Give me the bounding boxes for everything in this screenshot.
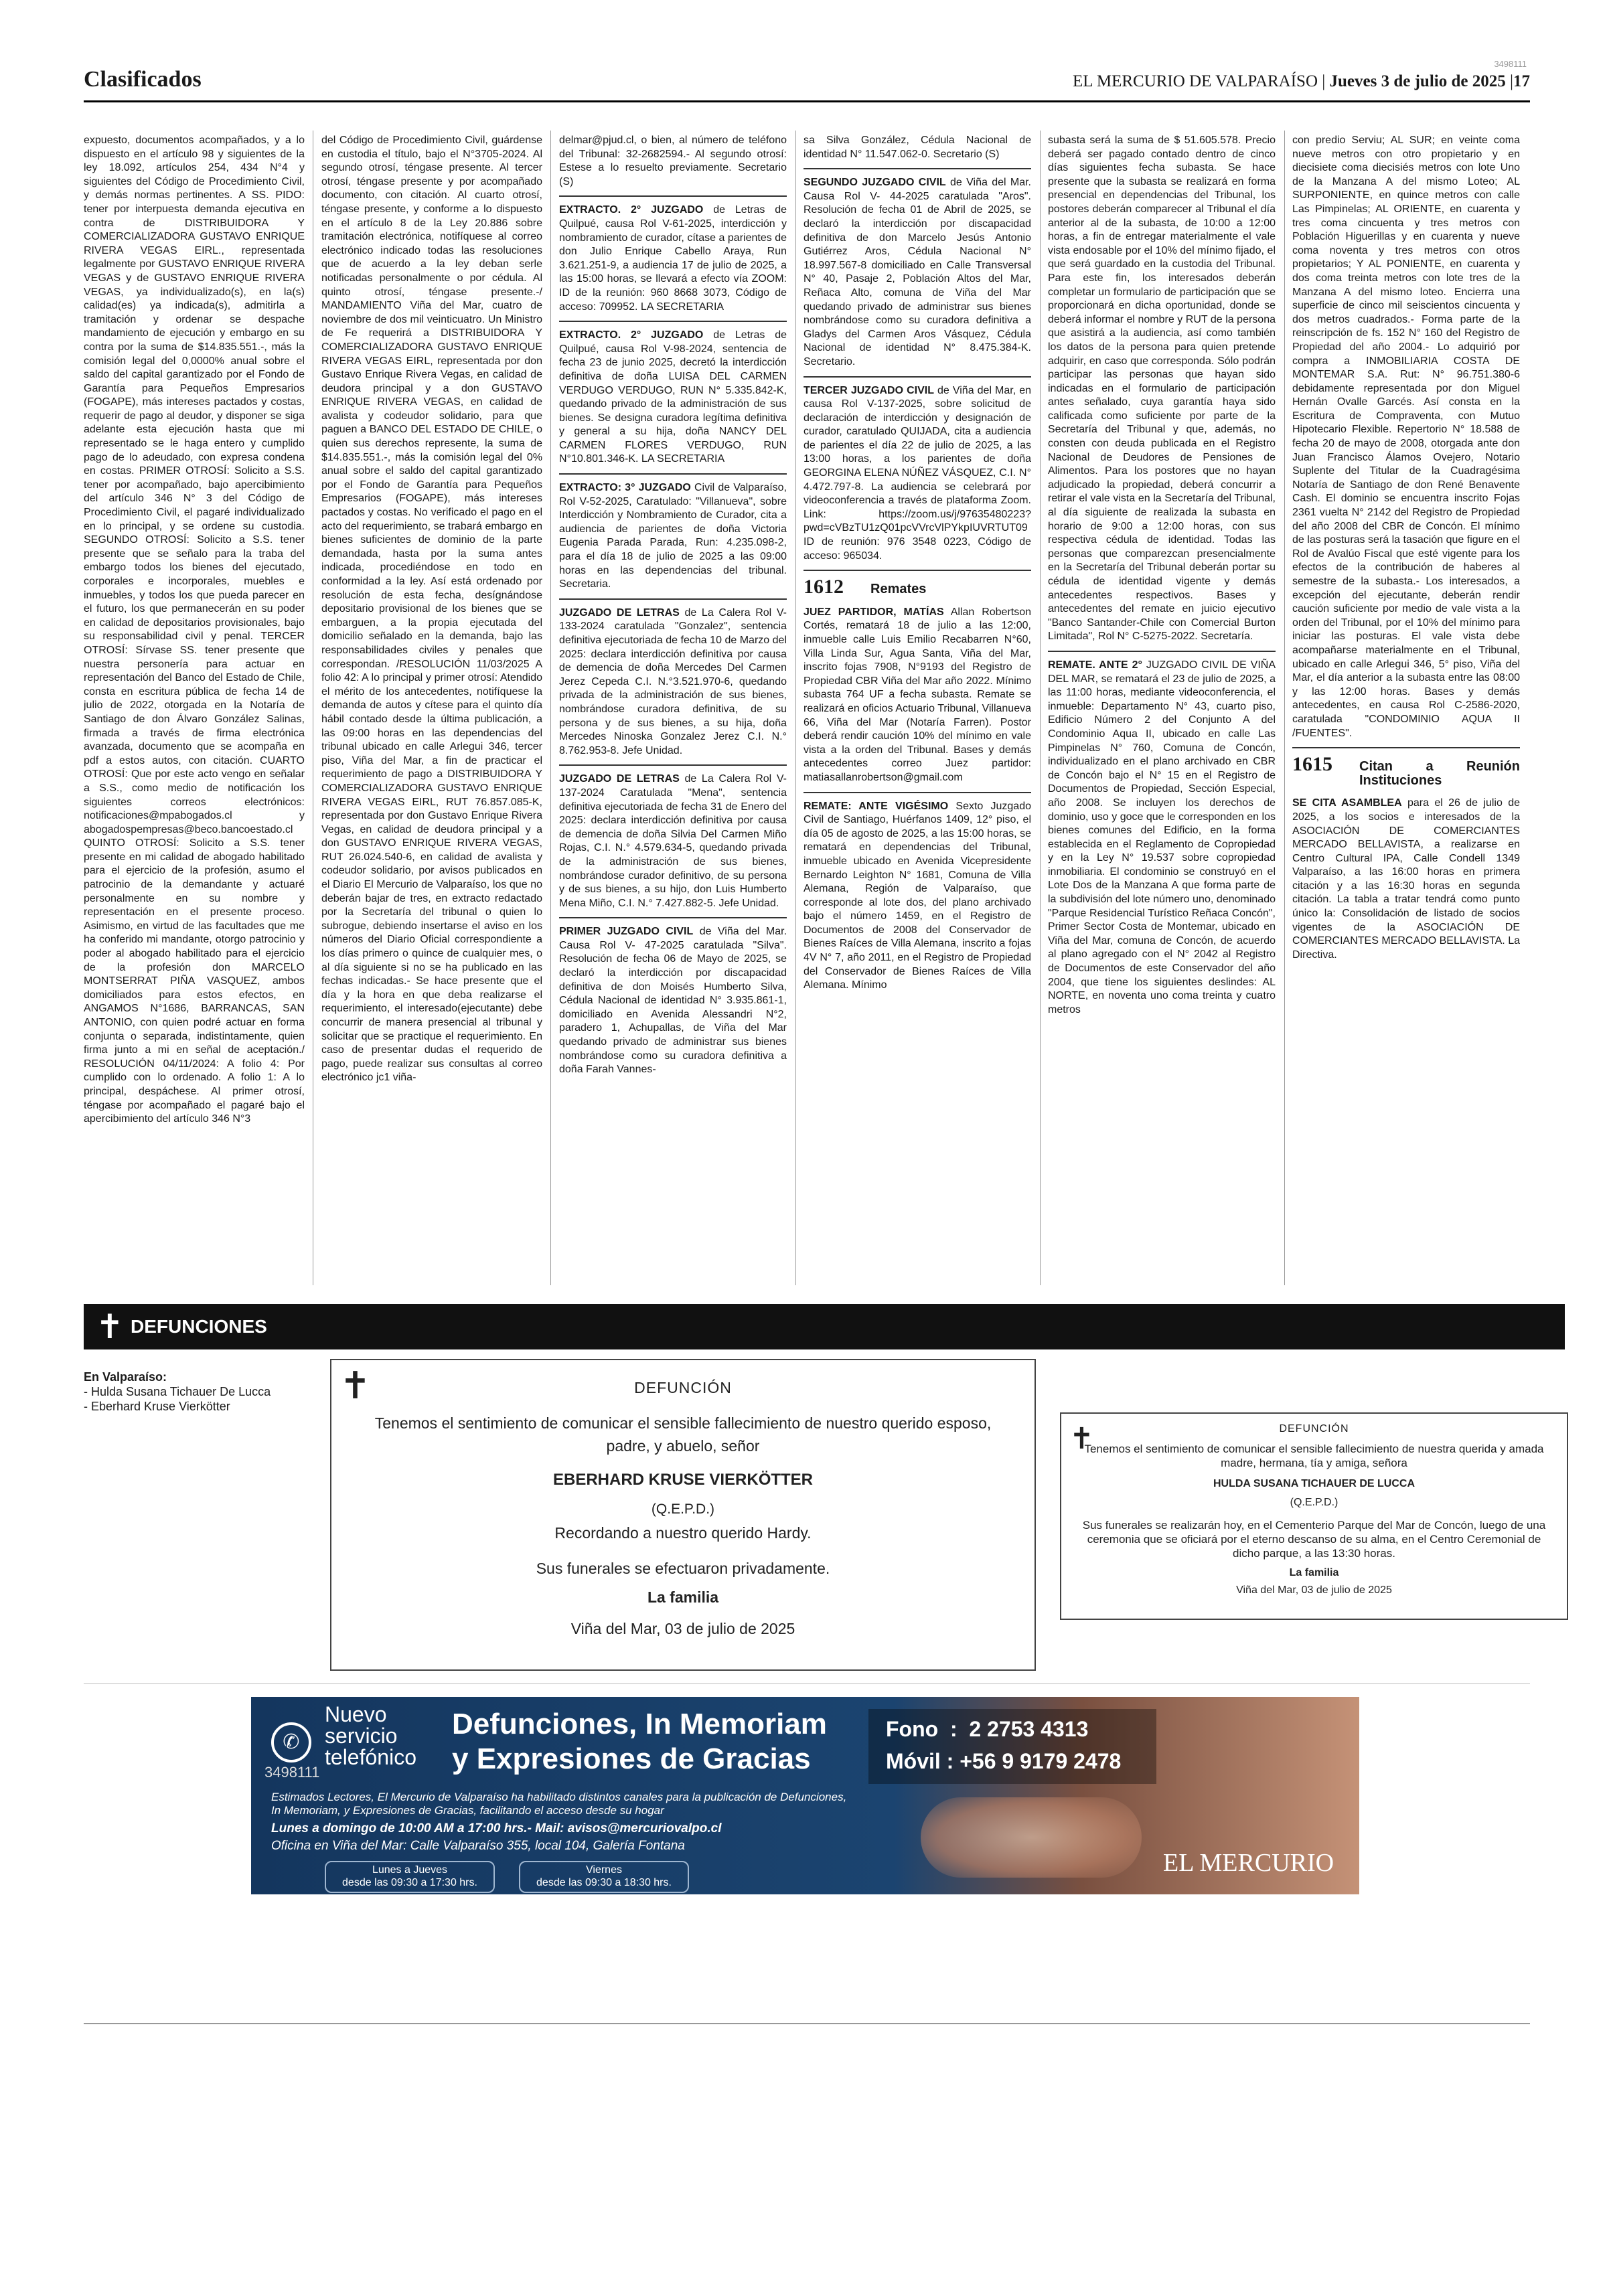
pill-days: Lunes a Jueves xyxy=(372,1864,448,1876)
section-title: Clasificados xyxy=(84,67,202,92)
column-divider xyxy=(1284,131,1285,1285)
column-5 xyxy=(1048,134,1276,1282)
death-notice-tichauer xyxy=(1060,1412,1568,1620)
death-notice-kruse xyxy=(330,1359,1036,1671)
classified-notice xyxy=(559,481,787,592)
notice-body: subasta será la suma de $ 51.605.578. Precio deberá ser pagado contado dentro de cinco días siguientes fecha subasta. Se hace presente que la subasta se realizará en forma presencial en dependencias del Tribunal, los postores deberán comparecer al Tribunal el día anterior al de la subasta, de 10:00 a 12:00 horas, a fin de entregar materialmente el vale vista endosable por el 10% del mínimo fijado, el que será guardado en la custodia del Tribunal. Para este fin, los interesados deberán completar un formulario de participación que se proporcionará en dicha oportunidad, donde se deberá informar el nombre y RUT de la persona que asistirá a la audiencia, así como también los datos de la persona para quien pretende adquirir, en caso que corresponda. Sólo podrán participar las personas que hayan sido indicadas en el formulario de participación antes señalado, cuya garantía haya sido calificada como suficiente por parte de la Secretaría del Tribunal y que, además, no consten con deuda publicada en el Registro Nacional de Deudores de Pensiones de Alimentos. Para los postores que no hayan adjudicado la propiedad, deberá concurrir a retirar el vale vista en la Secretaría del Tribunal, al día siguiente de realizada la subasta en horario de 9:00 a 12:00 horas, con sus respectiva cédula de identidad. Todas las personas que comparezcan presencialmente en la Secretaría del Tribunal deberán portar su cédula de identidad vigente y demás antecedentes respectivos. Bases y antecedentes del remate en juicio ejecutivo "Banco Santander-Chile con Comercial Burton Limitada", Rol N° C-5275-2022. Secretaría. xyxy=(1048,135,1276,643)
defunciones-service-banner xyxy=(251,1697,1359,1894)
family-signature: La familia xyxy=(647,1588,719,1606)
notice-body: de Viña del Mar. Causa Rol V- 44-2025 caratulada "Aros". Resolución de fecha 01 de Abril de 2025, se declaró la interdicción por discapacidad definitiva de don Marcelo Jesús Antonio Gutiérrez Aros, Cédula Nacional N° 18.997.567-8 domiciliado en Calle Transversal N° 40, Pasaje 2, Población Altos del Mar, Reñaca Alto, comuna de Viña del Mar quedando privado de administrar sus bienes nombrándose como su curadora definitiva a Gladys del Carmen Aros Vásquez, Cédula Nacional de identidad N° 8.475.384-K. Secretario. xyxy=(804,177,1031,367)
section-header xyxy=(1292,753,1520,788)
notice-heading: SE CITA ASAMBLEA xyxy=(1292,797,1402,809)
newspaper-name: EL MERCURIO DE VALPARAÍSO xyxy=(1072,72,1318,90)
section-rule xyxy=(1292,747,1520,748)
section-number: 1615 xyxy=(1292,753,1332,776)
column-3 xyxy=(559,134,787,1282)
pill-hours: desde las 09:30 a 17:30 hrs. xyxy=(342,1877,477,1888)
banner-new-service: Nuevo servicio telefónico xyxy=(325,1702,416,1769)
notice-text: Tenemos el sentimiento de comunicar el sensible fallecimiento de nuestro querido esposo, padre, y abuelo, señor xyxy=(374,1414,992,1455)
notice-body: de Letras de Quilpué, causa Rol V-98-2024, sentencia de fecha 23 de junio 2025, decretó la interdicción definitiva de doña LUISA DEL CARMEN VERDUGO VERDUGO, RUN N° 5.335.842-K, quedando privado de la administración de sus bienes. Se designa curadora legítima definitiva y general a su hija, doña NANCY DEL CARMEN FLORES VERDUGO, RUN N°10.801.346-K. LA SECRETARIA xyxy=(559,329,787,465)
notice-heading: TERCER JUZGADO CIVIL xyxy=(804,384,934,396)
notice-body: sa Silva González, Cédula Nacional de identidad N° 11.547.062-0. Secretario (S) xyxy=(804,135,1031,160)
remembrance: Recordando a nuestro querido Hardy. xyxy=(554,1524,812,1542)
classified-notice xyxy=(559,134,787,189)
classified-notice xyxy=(559,329,787,467)
classified-notice xyxy=(804,606,1031,785)
notice-title: DEFUNCIÓN xyxy=(1279,1423,1349,1434)
mobile-number: Móvil : +56 9 9179 2478 xyxy=(886,1749,1122,1773)
classified-notice xyxy=(1292,797,1520,962)
banner-title-line2: y Expresiones de Gracias xyxy=(452,1742,811,1775)
header-rule xyxy=(84,100,1530,102)
notice-rule xyxy=(559,598,787,600)
qepd: (Q.E.P.D.) xyxy=(651,1501,715,1517)
notice-heading: EXTRACTO. 2° JUZGADO xyxy=(559,204,704,216)
notice-heading: PRIMER JUZGADO CIVIL xyxy=(559,926,694,938)
notice-heading: JUEZ PARTIDOR, MATÍAS xyxy=(804,606,944,618)
banner-office: Oficina en Viña del Mar: Calle Valparaíso 355, local 104, Galería Fontana xyxy=(271,1839,685,1853)
notice-rule xyxy=(559,321,787,322)
notice-rule xyxy=(1048,651,1276,652)
section-label: Remates xyxy=(870,582,927,597)
classified-notice xyxy=(1292,134,1520,740)
notice-rule xyxy=(804,168,1031,169)
notice-heading: SEGUNDO JUZGADO CIVIL xyxy=(804,177,946,189)
defunciones-bar xyxy=(84,1304,1565,1349)
notice-body: de Letras de Quilpué, causa Rol V-61-2025, interdicción y nombramiento de curador, cítase a parientes de don Julio Enrique Cabello Araya, Run 3.621.251-9, a audiencia 17 de julio de 2025, a las 15:00 horas, se llevará a efecto vía ZOOM: ID de la reunión: 960 8668 3073, Código de acceso: 709952. LA SECRETARIA xyxy=(559,204,787,313)
classified-notice xyxy=(804,134,1031,161)
notice-heading: REMATE: ANTE VIGÉSIMO xyxy=(804,800,949,812)
pill-days: Viernes xyxy=(586,1864,622,1876)
banner-code: 3498111 xyxy=(264,1764,320,1781)
classified-notice xyxy=(804,384,1031,564)
column-divider xyxy=(1040,131,1041,1285)
section-label: Citan a Reunión Instituciones xyxy=(1359,759,1520,788)
notice-body: de La Calera Rol V-137-2024 Caratulada "Mena", sentencia definitiva ejecutoriada de fecha 31 de Enero del 2025: declara interdicción definitiva por causa de demencia de doña Silvia Del Carmen Miño Rojas, C.I. N.° 4.579.634-5, quedando privada de la administración de sus bienes, nombrándose curador definitivo, de su persona y de sus bienes, a su hijo, don Luis Humberto Mena Miño, C.I. N.° 7.427.882-5. Jefe Unidad. xyxy=(559,773,787,909)
notice-text: Tenemos el sentimiento de comunicar el sensible fallecimiento de nuestra querida y amada madre, hermana, tía y amiga, señora xyxy=(1084,1443,1544,1469)
banner-title-line1: Defunciones, In Memoriam xyxy=(452,1708,827,1740)
page-number: 17 xyxy=(1513,72,1530,90)
classified-notice xyxy=(804,176,1031,369)
masthead: EL MERCURIO DE VALPARAÍSO | Jueves 3 de julio de 2025 |17 xyxy=(1072,72,1530,90)
section-number: 1612 xyxy=(804,576,844,598)
classified-notice xyxy=(559,606,787,758)
section-rule xyxy=(804,570,1031,571)
notice-rule xyxy=(559,195,787,197)
cross-icon: ✝ xyxy=(96,1308,124,1345)
cross-icon: ✝ xyxy=(339,1364,371,1406)
notice-rule xyxy=(559,917,787,918)
notice-body: delmar@pjud.cl, o bien, al número de teléfono del Tribunal: 32-2682594.- Al segundo otrosí: Estese a lo resuelto previamente. Secretario (S) xyxy=(559,135,787,187)
family-signature: La familia xyxy=(1289,1567,1339,1578)
notice-body: JUZGADO CIVIL DE VIÑA DEL MAR, se rematará el 23 de julio de 2025, a las 11:00 horas, mediante videoconferencia, el inmueble: Departamento N° 43, cuarto piso, Edificio Número 2 del Conjunto A del Condominio Aqua II, ubicado en calle Las Pimpinelas N° 760, Comuna de Concón, individualizado en el plano archivado en CBR de Concón bajo el N° 15 en el Registro de Documentos de Propiedad, Sección Especial, año 2008. Se incluyen los derechos de dominio, uso y goce que le corresponden en los bienes comunes del Edificio, en la forma establecida en el Reglamento de Copropiedad y en la Ley N° 19.537 sobre copropiedad inmobiliaria. El condominio se construyó en el Lote Dos de la Manzana A que forma parte de la subdivisión del lote número uno, denominado "Parque Residencial Turístico Reñaca Concón", Primer Sector Costa de Montemar, ubicado en Viña del Mar, comuna de Concón, de acuerdo al plano agregado con el N° 2042 al Registro de Documentos de este Conservador del año 2004, que tiene los siguientes deslindes: AL NORTE, en noventa uno coma treinta y cuatro metros xyxy=(1048,659,1276,1015)
column-2 xyxy=(321,134,542,1282)
pill-hours: desde las 09:30 a 18:30 hrs. xyxy=(536,1877,672,1888)
cross-icon: ✝ xyxy=(1069,1422,1094,1455)
notice-body: de La Calera Rol V-133-2024 caratulada "Gonzalez", sentencia definitiva ejecutoriada de fecha 10 de Marzo del 2025: declara interdicción definitiva por causa de demencia de doña Mercedes Del Carmen Jerez Cepeda C.I. N.°3.521.970-6, quedando privada de la administración de sus bienes, nombrándose curadora definitiva, de su persona y de sus bienes, a su hija, doña Mercedes Ninoska Gonzalez Jerez C.I. N.° 8.762.953-8. Jefe Unidad. xyxy=(559,606,787,756)
notice-rule xyxy=(559,473,787,475)
phone-icon: ✆ xyxy=(271,1722,311,1762)
classified-notice xyxy=(804,800,1031,993)
classified-notice xyxy=(559,925,787,1077)
death-list-item: - Eberhard Kruse Vierkötter xyxy=(84,1400,230,1413)
column-1 xyxy=(84,134,305,1282)
funeral-info: Sus funerales se efectuaron privadamente. xyxy=(536,1560,830,1577)
footer-rule xyxy=(84,2023,1530,2024)
hands-image xyxy=(921,1797,1142,1878)
notice-heading: JUZGADO DE LETRAS xyxy=(559,773,680,785)
deceased-name: HULDA SUSANA TICHAUER DE LUCCA xyxy=(1213,1478,1415,1489)
death-list xyxy=(84,1370,271,1414)
deceased-name: EBERHARD KRUSE VIERKÖTTER xyxy=(552,1471,814,1489)
classified-notice xyxy=(1048,134,1276,644)
notice-heading: EXTRACTO: 3° JUZGADO xyxy=(559,482,691,494)
notice-heading: EXTRACTO. 2° JUZGADO xyxy=(559,329,704,341)
column-6 xyxy=(1292,134,1520,1282)
defunciones-label: DEFUNCIONES xyxy=(131,1316,267,1337)
classified-notice xyxy=(559,772,787,910)
column-divider xyxy=(550,131,551,1285)
page-code: 3498111 xyxy=(1494,59,1527,69)
notice-body: Allan Robertson Cortés, rematará 18 de julio a las 12:00, inmueble calle Luis Emilio Recabarren N°60, Villa Linda Sur, Agua Santa, Viña del Mar, inscrito fojas 7908, N°9193 del Registro de Propiedad CBR Viña del Mar año 2022. Mínimo subasta 764 UF a fecha subasta. Remate se realizará en oficios Actuario Tribunal, Villanueva 66, Viña del Mar (Notaría Farren). Postor deberá rendir caución 10% del mínimo en vale vista a la orden del Tribunal. Bases y demás antecedentes correo Juez partidor: matiasallanrobertson@gmail.com xyxy=(804,606,1031,783)
notice-title: DEFUNCIÓN xyxy=(634,1379,732,1396)
column-4 xyxy=(804,134,1031,1282)
funeral-info: Sus funerales se realizarán hoy, en el Cementerio Parque del Mar de Concón, luego de una ceremonia que se oficiará por el eterno descanso de su alma, en el Centro Ceremonial de dicho parque, a las 13:30 horas. xyxy=(1082,1519,1546,1560)
notice-body: Civil de Valparaíso, Rol V-52-2025, Caratulado: "Villanueva", sobre Interdicción y Nombramiento de Curador, cita a audiencia de parientes de doña Victoria Eugenia Parada Parada, Run: 4.235.098-2, para el día 18 de julio de 2025 a las 09:00 horas en las dependencias del tribunal. Secretaria. xyxy=(559,482,787,590)
notice-text: del Código de Procedimiento Civil, guárdense en custodia el título, bajo el N°3705-2024. Al segundo otrosí, téngase presente. Al tercer otrosí, téngase presente y por acompañado documento, con citación. Al cuarto otrosí, téngase presente, y conforme a lo dispuesto en el artículo 8 de la Ley 20.886 sobre tramitación electrónica, notifíquese al correo electrónico indicado todas las resoluciones que de acuerdo a la ley deban serle notificadas personalmente o por cédula. Al quinto otrosí, téngase presente.-/ MANDAMIENTO Viña del Mar, cuatro de noviembre de dos mil veinticuatro. Un Ministro de Fe requerirá a DISTRIBUIDORA Y COMERCIALIZADORA GUSTAVO ENRIQUE RIVERA VEGAS EIRL, representada por don Gustavo Enrique Rivera Vegas, en calidad de deudora principal y a don GUSTAVO ENRIQUE RIVERA VEGAS, en calidad de avalista y codeudor solidario, para que paguen a BANCO DEL ESTADO DE CHILE, o quien sus derechos represente, la suma de $14.835.551.-, más la comisión legal del 0% anual sobre el saldo del capital garantizado por el Fondo de Garantía para Pequeños Empresarios (FOGAPE), más intereses pactados y costas. No verificado el pago en el acto del requerimiento, se trabará embargo en bienes suficientes de dominio de la parte demandada, hasta por la suma antes indicada, procediéndose en todo en conformidad a la ley. Así está ordenado por resolución de esta fecha, desígnándose depositario provisional de los bienes que se embarguen, a la propia ejecutada del domicilio señalado en la demanda, bajo las responsabilidades civiles y penales que correspondan. /RESOLUCIÓN 11/03/2025 A folio 42: A lo principal y primer otrosí: Atendido el mérito de los antecedentes, notifíquese la demanda de autos y cítese para el quinto día hábil contado desde la última publicación, a las 09:00 horas en las dependencias del tribunal ubicado en calle Arlegui 346, tercer piso, Viña del Mar, a fin de practicar el requerimiento de pago a DISTRIBUIDORA Y COMERCIALIZADORA GUSTAVO ENRIQUE RIVERA VEGAS EIRL, RUT 76.857.085-K, representada por don Gustavo Enrique Rivera Vegas, en calidad de deudora principal y a don GUSTAVO ENRIQUE RIVERA VEGAS, RUT 26.024.540-6, en calidad de avalista y codeudor solidario, por avisos publicados en el Diario El Mercurio de Valparaíso, los que no deberán bajar de tres, en extracto redactado por la Secretaría del tribunal o quien lo subrogue, debiendo insertarse el aviso en los números del Diario Oficial correspondiente a los días primero o quince de cualquier mes, o al día siguiente si no se ha publicado en las fechas indicadas.- Se hace presente que el día y la hora en que deba realizarse el requerimiento, el interesado(ejecutante) debe concurrir de manera presencial al tribunal y solicitar que se practique el requerimiento. En caso de presentar dudas el requerido de pago, puede realizar sus consultas al correo electrónico jc1 viña- xyxy=(321,135,542,1084)
notice-body: de Viña del Mar, en causa Rol V-137-2025, sobre solicitud de declaración de interdicción y designación de curador, caratulado QUIJADA, cita a audiencia de parientes el día 22 de julio de 2025, a las 13:00 horas, a los parientes de doña GEORGINA ELENA NÚÑEZ VÁSQUEZ, C.I. N° 4.472.797-8. La audiencia se celebrará por videoconferencia a través de plataforma Zoom. Link: https://zoom.us/j/97635480223?pwd=cVBzTU1zQ01pcVVrcVlPYkpIUVRTUT09 ID de reunión: 976 3548 0223, Código de acceso: 965034. xyxy=(804,384,1031,562)
notice-body: de Viña del Mar. Causa Rol V- 47-2025 caratulada "Silva". Resolución de fecha 06 de Mayo de 2025, se declaró la interdicción por discapacidad definitiva de don Moisés Humberto Silva, Cédula Nacional de identidad N° 3.935.861-1, domiciliado en Avenida Alessandri N°2, paradero 1, Achupallas, de Viña del Mar quedando privado de administrar sus bienes nombrándose como su curadora definitiva a doña Farah Vannes- xyxy=(559,926,787,1076)
hours-mon-thu xyxy=(325,1861,495,1893)
notice-rule xyxy=(804,376,1031,378)
issue-date: Jueves 3 de julio de 2025 xyxy=(1329,72,1506,90)
el-mercurio-logo: EL MERCURIO xyxy=(1163,1849,1334,1877)
notice-body: para el 26 de julio de 2025, a los socios e interesados de la ASOCIACIÓN DE COMERCIANTES MERCADO BELLAVISTA, a realizarse en Centro Cultural IPA, Calle Condell 1349 Valparaíso, a las 16:00 horas en primera citación y a las 16:30 horas en segunda citación. La tabla a tratar tendrá como punto único la: Consolidación de listado de socios vigentes de la ASOCIACIÓN DE COMERCIANTES MERCADO BELLAVISTA. La Directiva. xyxy=(1292,797,1520,961)
notice-date: Viña del Mar, 03 de julio de 2025 xyxy=(1236,1584,1392,1596)
notice-rule xyxy=(804,792,1031,793)
notice-body: Sexto Juzgado Civil de Santiago, Huérfanos 1409, 12° piso, el día 05 de agosto de 2025, a las 15:00 horas, se rematará en dependencias del Tribunal, inmueble ubicado en Avenida Vicepresidente Bernardo Leighton N° 1681, Comuna de Villa Alemana, Región de Valparaíso, que corresponde al lote dos, del plano archivado bajo el número 1459, en el Registro de Documentos de 2008 del Conservador de Bienes Raíces de Villa Alemana, inscrito a fojas 4V N° 7, año 2011, en el Registro de Propiedad del Conservador de Bienes Raíces de Villa Alemana. Mínimo xyxy=(804,800,1031,991)
death-list-item: - Hulda Susana Tichauer De Lucca xyxy=(84,1385,271,1398)
phone-number: Fono : 2 2753 4313 xyxy=(886,1717,1089,1741)
banner-hours: Lunes a domingo de 10:00 AM a 17:00 hrs.- Mail: avisos@mercuriovalpo.cl xyxy=(271,1821,722,1835)
notice-heading: REMATE. ANTE 2° xyxy=(1048,659,1142,671)
qepd: (Q.E.P.D.) xyxy=(1290,1497,1338,1508)
notice-date: Viña del Mar, 03 de julio de 2025 xyxy=(570,1620,795,1637)
notice-heading: JUZGADO DE LETRAS xyxy=(559,606,680,619)
notice-rule xyxy=(559,764,787,766)
banner-info: Estimados Lectores, El Mercurio de Valparaíso ha habilitado distintos canales para la publicación de Defunciones, In Memoriam, y Expresiones de Gracias, facilitando el acceso desde su hogar xyxy=(271,1791,847,1817)
classified-notice xyxy=(559,203,787,314)
hours-fri xyxy=(519,1861,689,1893)
column-divider xyxy=(795,131,796,1285)
notice-body: con predio Serviu; AL SUR; en veinte coma nueve metros con otro propietario y en diecisiete coma diecisiés metros con lote Uno de la Manzana A del mismo Loteo; AL SURPONIENTE, en quince metros con calle Las Pimpinelas; AL ORIENTE, en cuarenta y tres coma cincuenta y tres metros con Población Higuerillas y en cuarenta y nueve coma noventa y tres metros con otros propietarios; Y AL PONIENTE, en cuarenta y dos coma treinta metros con lote tres de la Manzana A del mismo loteo. Encierra una superficie de cinco mil seiscientos cincuenta y dos metros cuadrados.- Forma parte de la reinscripción de fs. 152 N° 160 del Registro de Propiedad del año 2004.- Lo adquirió por compra a INMOBILIARIA COSTA DE MONTEMAR S.A. Rut: N° 96.751.380-6 debidamente representada por don Miguel Hernán Ovalle Garcés. Así consta en la Escritura de Compraventa, con Mutuo Hipotecario Flexible. Repertorio N° 18.588 de fecha 20 de mayo de 2008, otorgada ante don Juan Francisco Álamos Ovejero, Notario Suplente del Titular de la Cuadragésima Notaría de Santiago de don René Benavente Cash. El dominio se encuentra inscrito Fojas 2361 vuelta N° 2142 del Registro de Propiedad del año 2008 del CBR de Concón. El mínimo de las posturas será la tasación que figure en el Rol de Avalúo Fiscal que esté vigente para los efectos de la contribución de haberes al semestre de la subasta.- Los interesados, a excepción del ejecutante, deberán rendir caución suficiente por medio de vale vista a la orden del Tribunal, por el 10% del mínimo para iniciar las posturas. El vale vista debe acompañarse materialmente en el Tribunal, ubicado en calle Arlegui 346, 5° piso, Viña del Mar, el día anterior a la subasta entre las 08:00 y las 12:00 horas. Bases y demás antecedentes, en causa Rol C-2586-2020, caratulada "CONDOMINIO AQUA II /FUENTES". xyxy=(1292,135,1520,739)
section-header xyxy=(804,576,1031,598)
notice-text: expuesto, documentos acompañados, y a lo dispuesto en el artículo 98 y siguientes de la ley 18.092, artículos 254, 434 N°4 y siguientes del Código de Procedimiento Civil, y demás normas pertinentes. A SS. PIDO: tener por interpuesta demanda ejecutiva en contra de DISTRIBUIDORA Y COMERCIALIZADORA GUSTAVO ENRIQUE RIVERA VEGAS EIRL., representada legalmente por GUSTAVO ENRIQUE RIVERA VEGAS y de GUSTAVO ENRIQUE RIVERA VEGAS, ya individualizado(s), en la(s) calidad(es) ya indicada(s), admitirla a tramitación y ordenar se despache mandamiento de ejecución y embargo en su contra por la suma de $14.835.551.-, más la comisión legal del 0,0000% anual sobre el saldo del capital garantizado por el Fondo de Garantía para Pequeños Empresarios (FOGAPE), más intereses pactados y costas, requerir de pago al deudor, y disponer se siga adelante esta ejecución hasta que mi representado se le haga entero y cumplido pago de lo adeudado, con expresa condena en costas. PRIMER OTROSÍ: Solicito a S.S. tener por acompañado, bajo apercibimiento del artículo 346 N° 3 del Código de Procedimiento Civil, el pagaré individualizado en lo principal, y se ordene su custodia. SEGUNDO OTROSÍ: Solicito a S.S. tener presente que se señalo para la traba del embargo todos los bienes del ejecutado, corporales e incorporales, muebles e inmuebles, y todos los que pueda parecer en el futuro, los que permanecerán en su poder en calidad de depositarios provisionales, bajo su responsabilidad civil y penal. TERCER OTROSÍ: Sírvase SS. tener presente que nuestra personería para actuar en representación del Banco del Estado de Chile, consta en escritura pública de fecha 14 de julio de 2022, otorgada en la Notaría de Santiago de don Álvaro González Salinas, firmada a través de firma electrónica avanzada, documento que se acompaña en pdf a estos autos, con citación. CUARTO OTROSÍ: Que por este acto vengo en señalar a S.S., como medio de notificación los siguientes correos electrónicos: notificaciones@mpabogados.cl y abogadospempresas@beco.bancoestado.cl QUINTO OTROSÍ: Solicito a S.S. tener presente en mi calidad de abogado habilitado para el ejercicio de la profesión, asumo el patrocinio de la demandante y actuaré personalmente en su nombre y representación en el presente proceso. Asimismo, en virtud de las facultades que me ha conferido mi mandante, otorgo patrocinio y poder al abogado habilitado para el ejercicio de la profesión don MARCELO MONTSERRAT PIÑA VASQUEZ, ambos domiciliados para estos efectos, en ANGAMOS N°1686, BARRANCAS, SAN ANTONIO, con quien podré actuar en forma conjunta o separada, indistintamente, quien firma junto a mi en señal de aceptación./ RESOLUCIÓN 04/11/2024: A folio 4: Por cumplido con lo ordenado. A folio 1: A lo principal, despáchese. Al primer otrosí, téngase por acompañado el pagaré bajo el apercibimiento del artículo 346 N°3 xyxy=(84,135,305,1125)
classified-notice xyxy=(1048,659,1276,1017)
city-heading: En Valparaíso: xyxy=(84,1370,167,1384)
